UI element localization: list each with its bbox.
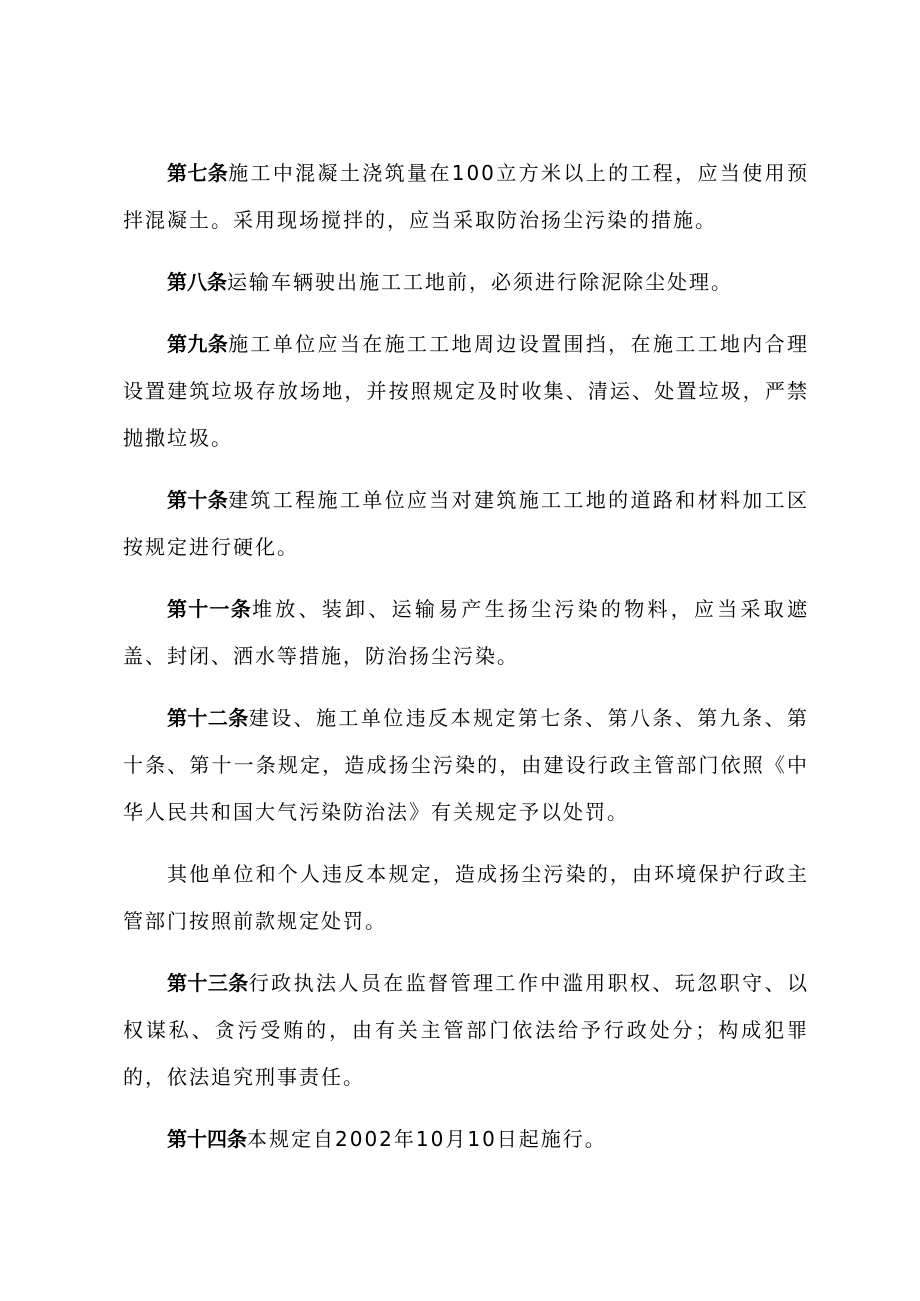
article-text: 施工中混凝土浇筑量在100立方米以上的工程，应当使用预拌混凝土。采用现场搅拌的，应当采取防治扬尘污染的措施。 xyxy=(123,161,809,232)
article-heading: 第八条 xyxy=(167,270,227,294)
article-14 xyxy=(123,1116,809,1163)
article-12-paragraph-2 xyxy=(123,851,809,945)
article-11 xyxy=(123,586,809,680)
article-heading: 第七条 xyxy=(167,161,229,185)
article-text: 本规定自2002年10月10日起施行。 xyxy=(247,1127,607,1151)
article-text: 施工单位应当在施工工地周边设置围挡，在施工工地内合理设置建筑垃圾存放场地，并按照规定及时收集、清运、处置垃圾，严禁抛撒垃圾。 xyxy=(123,332,810,450)
article-10 xyxy=(123,477,809,571)
article-heading: 第十二条 xyxy=(167,706,249,730)
article-text: 建设、施工单位违反本规定第七条、第八条、第九条、第十条、第十一条规定，造成扬尘污染的，由建设行政主管部门依照《中华人民共和国大气污染防治法》有关规定予以处罚。 xyxy=(123,706,810,824)
article-heading: 第十三条 xyxy=(167,971,249,995)
article-7 xyxy=(123,150,809,244)
article-text: 运输车辆驶出施工工地前，必须进行除泥除尘处理。 xyxy=(227,270,733,294)
article-text: 行政执法人员在监督管理工作中滥用职权、玩忽职守、以权谋私、贪污受贿的，由有关主管部门依法给予行政处分；构成犯罪的，依法追究刑事责任。 xyxy=(123,971,810,1089)
article-13 xyxy=(123,960,809,1101)
article-text: 堆放、装卸、运输易产生扬尘污染的物料，应当采取遮盖、封闭、洒水等措施，防治扬尘污染。 xyxy=(123,597,810,668)
article-text: 其他单位和个人违反本规定，造成扬尘污染的，由环境保护行政主管部门按照前款规定处罚。 xyxy=(123,862,809,933)
article-heading: 第十一条 xyxy=(167,597,253,621)
article-8 xyxy=(123,259,809,306)
article-heading: 第十四条 xyxy=(167,1127,247,1151)
article-9 xyxy=(123,321,809,462)
article-text: 建筑工程施工单位应当对建筑施工工地的道路和材料加工区按规定进行硬化。 xyxy=(123,488,810,559)
article-heading: 第九条 xyxy=(167,332,229,356)
document-body xyxy=(123,150,809,1178)
article-heading: 第十条 xyxy=(167,488,229,512)
article-12 xyxy=(123,695,809,836)
